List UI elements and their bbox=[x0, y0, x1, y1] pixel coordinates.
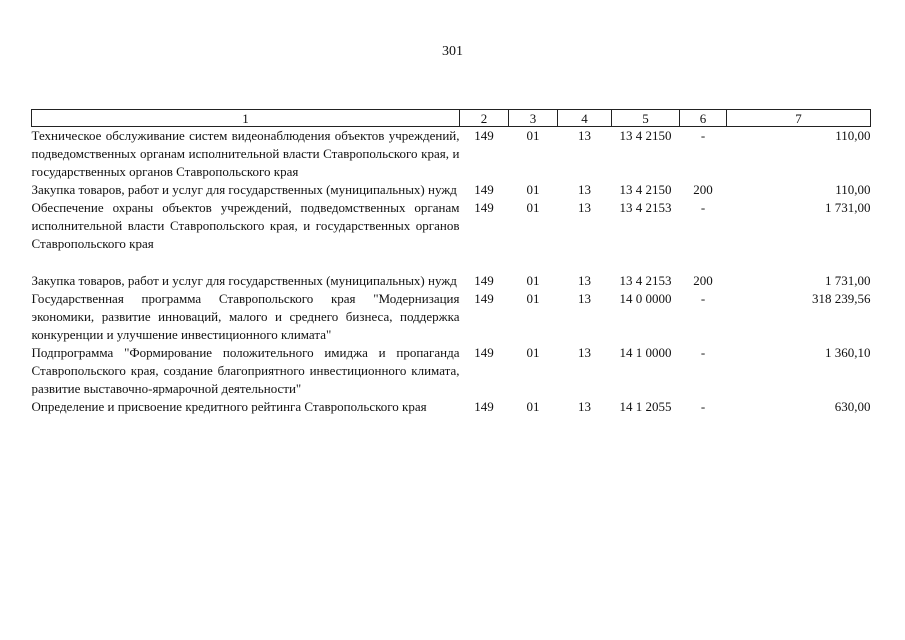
row-col-4: 13 bbox=[578, 200, 591, 215]
row-col-2: 149 bbox=[474, 273, 494, 288]
column-header-7: 7 bbox=[727, 110, 871, 127]
row-col-6: - bbox=[700, 200, 706, 215]
row-col-4: 13 bbox=[578, 273, 591, 288]
row-col-4: 13 bbox=[578, 128, 591, 143]
table-row bbox=[32, 290, 871, 344]
row-col-6: 200 bbox=[693, 273, 713, 288]
column-header-2: 2 bbox=[460, 110, 509, 127]
row-name: Закупка товаров, работ и услуг для государственных (муниципальных) нужд bbox=[31, 273, 457, 288]
row-col-4: 13 bbox=[578, 291, 591, 306]
row-col-5: 13 4 2150 bbox=[619, 128, 672, 143]
table-row bbox=[32, 127, 871, 182]
column-header-4: 4 bbox=[558, 110, 612, 127]
row-col-3: 01 bbox=[526, 291, 540, 306]
row-col-7: 110,00 bbox=[835, 182, 871, 197]
row-col-7: 1 731,00 bbox=[825, 200, 871, 215]
row-col-2: 149 bbox=[474, 128, 494, 143]
column-header-1: 1 bbox=[32, 110, 460, 127]
row-col-2: 149 bbox=[474, 291, 494, 306]
row-col-7: 630,00 bbox=[834, 399, 871, 414]
row-col-7: 110,00 bbox=[835, 128, 871, 143]
table-row bbox=[32, 199, 871, 253]
row-name: Обеспечение охраны объектов учреждений, подведомственных органам исполнительной власти Ставропольского края, и государственных органов Ставропольского края bbox=[31, 200, 460, 251]
row-col-3: 01 bbox=[526, 345, 540, 360]
row-name: Закупка товаров, работ и услуг для государственных (муниципальных) нужд bbox=[31, 182, 457, 197]
row-col-6: - bbox=[700, 345, 706, 360]
table-row bbox=[32, 344, 871, 398]
row-col-4: 13 bbox=[578, 182, 591, 197]
table-row bbox=[32, 181, 871, 199]
row-col-2: 149 bbox=[474, 182, 494, 197]
row-name: Подпрограмма "Формирование положительного имиджа и пропаганда Ставропольского края, создание благоприятного инвестиционного климата, развитие выставочно-ярмарочной деятельности" bbox=[31, 345, 460, 396]
row-col-3: 01 bbox=[526, 399, 540, 414]
row-col-5: 14 1 0000 bbox=[619, 345, 672, 360]
row-col-7: 318 239,56 bbox=[812, 291, 871, 306]
row-col-2: 149 bbox=[474, 399, 494, 414]
row-col-3: 01 bbox=[526, 128, 540, 143]
row-col-2: 149 bbox=[474, 345, 494, 360]
row-col-3: 01 bbox=[526, 200, 540, 215]
table-header-row bbox=[32, 110, 871, 127]
row-name: Государственная программа Ставропольского края "Модернизация экономики, развитие инноваций, малого и среднего бизнеса, поддержка конкуренции и улучшение инвестиционного климата" bbox=[31, 291, 460, 342]
row-name: Определение и присвоение кредитного рейтинга Ставропольского края bbox=[31, 399, 427, 414]
column-header-6: 6 bbox=[680, 110, 727, 127]
row-col-5: 13 4 2153 bbox=[619, 200, 672, 215]
row-col-4: 13 bbox=[578, 345, 591, 360]
column-header-3: 3 bbox=[509, 110, 558, 127]
row-col-6: - bbox=[700, 128, 706, 143]
row-col-5: 13 4 2150 bbox=[619, 182, 672, 197]
page-number: 301 bbox=[442, 44, 463, 59]
row-col-3: 01 bbox=[526, 273, 540, 288]
table-row bbox=[32, 398, 871, 416]
row-col-5: 14 0 0000 bbox=[619, 291, 672, 306]
row-col-7: 1 360,10 bbox=[825, 345, 871, 360]
row-col-5: 14 1 2055 bbox=[619, 399, 672, 414]
row-col-2: 149 bbox=[474, 200, 494, 215]
row-col-3: 01 bbox=[526, 182, 540, 197]
row-name: Техническое обслуживание систем видеонаблюдения объектов учреждений, подведомственных органам исполнительной власти Ставропольского края, и государственных органов Ставропольского края bbox=[31, 128, 460, 179]
budget-table bbox=[31, 109, 871, 416]
column-header-5: 5 bbox=[612, 110, 680, 127]
blank-cell bbox=[32, 253, 871, 272]
row-col-6: - bbox=[700, 291, 706, 306]
row-col-6: - bbox=[700, 399, 706, 414]
row-col-6: 200 bbox=[693, 182, 713, 197]
row-col-5: 13 4 2153 bbox=[619, 273, 672, 288]
table-row bbox=[32, 272, 871, 290]
row-col-4: 13 bbox=[578, 399, 591, 414]
blank-row bbox=[32, 253, 871, 272]
row-col-7: 1 731,00 bbox=[825, 273, 871, 288]
